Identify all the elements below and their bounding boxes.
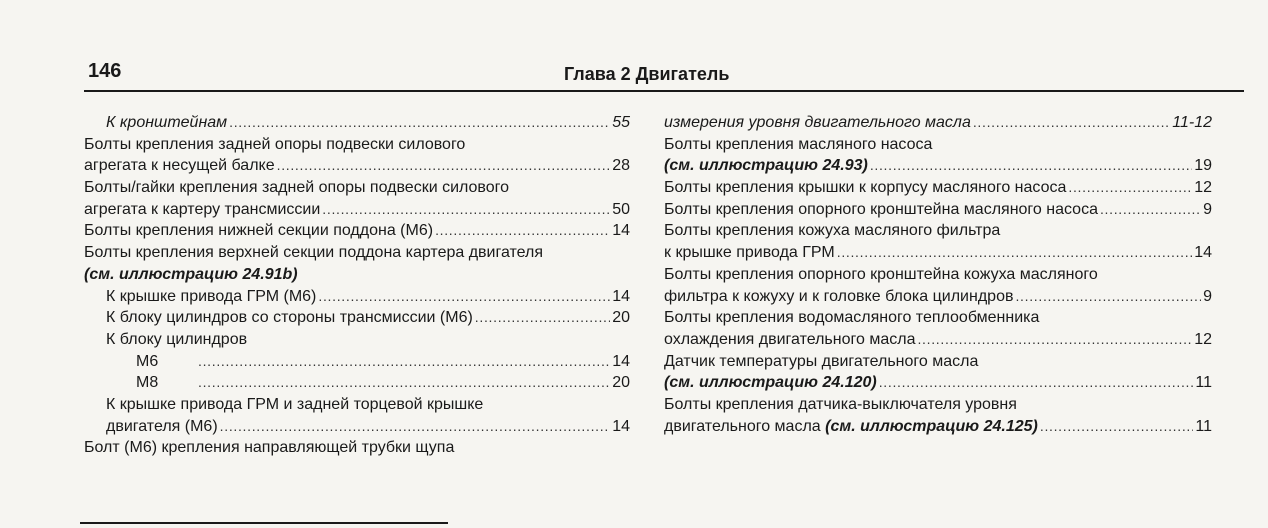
dot-leader xyxy=(220,416,611,438)
entry-page: 11 xyxy=(1195,417,1212,435)
illustration-ref: (см. иллюстрацию 24.91b) xyxy=(84,265,298,283)
entry-page: 9 xyxy=(1203,287,1212,305)
page-header xyxy=(84,58,1244,92)
entry-text: агрегата к картеру трансмиссии xyxy=(84,200,321,218)
toc-entry xyxy=(664,286,1212,308)
toc-entry xyxy=(84,351,630,373)
entry-text: Датчик температуры двигательного масла xyxy=(664,352,979,370)
dot-leader xyxy=(277,155,611,177)
toc-entry xyxy=(84,155,630,177)
illustration-ref: (см. иллюстрацию 24.125) xyxy=(825,417,1038,435)
toc-entry xyxy=(84,286,630,308)
entry-page: 19 xyxy=(1194,157,1212,175)
entry-text: Болты крепления кожуха масляного фильтра xyxy=(664,222,1001,240)
entry-text: Болты крепления опорного кронштейна масляного насоса xyxy=(664,200,1098,218)
entry-text: К крышке привода ГРМ и задней торцевой крышке xyxy=(106,395,484,413)
dot-leader xyxy=(1040,416,1194,438)
toc-entry xyxy=(664,177,1212,199)
toc-entry xyxy=(664,199,1212,221)
entry-page: 14 xyxy=(612,352,630,370)
dot-leader xyxy=(475,307,610,329)
entry-text: М8 xyxy=(136,374,159,392)
entry-page: 12 xyxy=(1194,179,1212,197)
illustration-ref: (см. иллюстрацию 24.93) xyxy=(664,157,868,175)
entry-text: Болты крепления крышки к корпусу масляного насоса xyxy=(664,179,1067,197)
entry-text: К блоку цилиндров со стороны трансмиссии (М6) xyxy=(106,309,473,327)
entry-text: к крышке привода ГРМ xyxy=(664,244,835,262)
page-number: 146 xyxy=(88,60,122,82)
entry-text-part: двигательного масла xyxy=(664,417,821,435)
right-column xyxy=(664,112,1212,437)
entry-text: Болты/гайки крепления задней опоры подвески силового xyxy=(84,179,510,197)
entry-text: К кронштейнам xyxy=(106,114,228,131)
entry-text: Болт (М6) крепления направляющей трубки щупа xyxy=(84,439,455,457)
dot-leader xyxy=(973,112,1170,134)
entry-text: измерения уровня двигательного масла xyxy=(664,114,971,131)
toc-entry xyxy=(664,372,1212,394)
dot-leader xyxy=(198,351,610,373)
entry-text: двигателя (М6) xyxy=(106,417,218,435)
dot-leader xyxy=(435,220,610,242)
dot-leader xyxy=(837,242,1192,264)
toc-entry xyxy=(664,242,1212,264)
entry-page: 14 xyxy=(612,417,630,435)
toc-entry xyxy=(664,416,1212,438)
entry-text: Болты крепления водомасляного теплообменника xyxy=(664,309,1040,327)
entry-page: 14 xyxy=(612,222,630,240)
entry-text: К блоку цилиндров xyxy=(106,330,248,348)
dot-leader xyxy=(870,155,1192,177)
entry-page: 50 xyxy=(612,200,630,218)
entry-text: Болты крепления верхней секции поддона картера двигателя xyxy=(84,244,544,262)
chapter-title: Глава 2 Двигатель xyxy=(564,64,730,84)
toc-entry xyxy=(664,155,1212,177)
toc-entry xyxy=(84,307,630,329)
entry-text: Болты крепления опорного кронштейна кожуха масляного xyxy=(664,265,1098,283)
dot-leader xyxy=(1068,177,1192,199)
toc-entry xyxy=(84,416,630,438)
entry-page: 11-12 xyxy=(1172,114,1212,131)
dot-leader xyxy=(198,372,610,394)
dot-leader xyxy=(229,112,610,134)
entry-text: Болты крепления нижней секции поддона (М6) xyxy=(84,222,434,240)
dot-leader xyxy=(1100,199,1201,221)
entry-text: охлаждения двигательного масла xyxy=(664,330,916,348)
entry-text: Болты крепления масляного насоса xyxy=(664,135,933,153)
entry-text: фильтра к кожуху и к головке блока цилиндров xyxy=(664,287,1014,305)
dot-leader xyxy=(318,286,610,308)
entry-text: Болты крепления датчика-выключателя уровня xyxy=(664,395,1017,413)
toc-entry xyxy=(84,220,630,242)
entry-page: 14 xyxy=(612,287,630,305)
entry-page: 14 xyxy=(1194,244,1212,262)
illustration-ref: (см. иллюстрацию 24.120) xyxy=(664,374,877,392)
entry-page: 20 xyxy=(612,374,630,392)
entry-text: агрегата к несущей балке xyxy=(84,157,275,175)
toc-entry xyxy=(84,199,630,221)
entry-page: 11 xyxy=(1195,374,1212,392)
entry-page: 55 xyxy=(612,114,630,131)
entry-page: 28 xyxy=(612,157,630,175)
toc-entry xyxy=(84,372,630,394)
dot-leader xyxy=(322,199,610,221)
entry-text: М6 xyxy=(136,352,159,370)
dot-leader xyxy=(1015,286,1201,308)
left-column xyxy=(84,112,630,459)
toc-entry xyxy=(84,112,630,134)
entry-page: 12 xyxy=(1194,330,1212,348)
dot-leader xyxy=(879,372,1194,394)
dot-leader xyxy=(917,329,1192,351)
entry-text: Болты крепления задней опоры подвески силового xyxy=(84,135,466,153)
entry-page: 9 xyxy=(1203,200,1212,218)
footer-rule xyxy=(80,522,448,524)
entry-page: 20 xyxy=(612,309,630,327)
toc-entry xyxy=(664,112,1212,134)
entry-text xyxy=(664,416,1038,438)
toc-entry xyxy=(664,329,1212,351)
entry-text: К крышке привода ГРМ (М6) xyxy=(106,287,317,305)
